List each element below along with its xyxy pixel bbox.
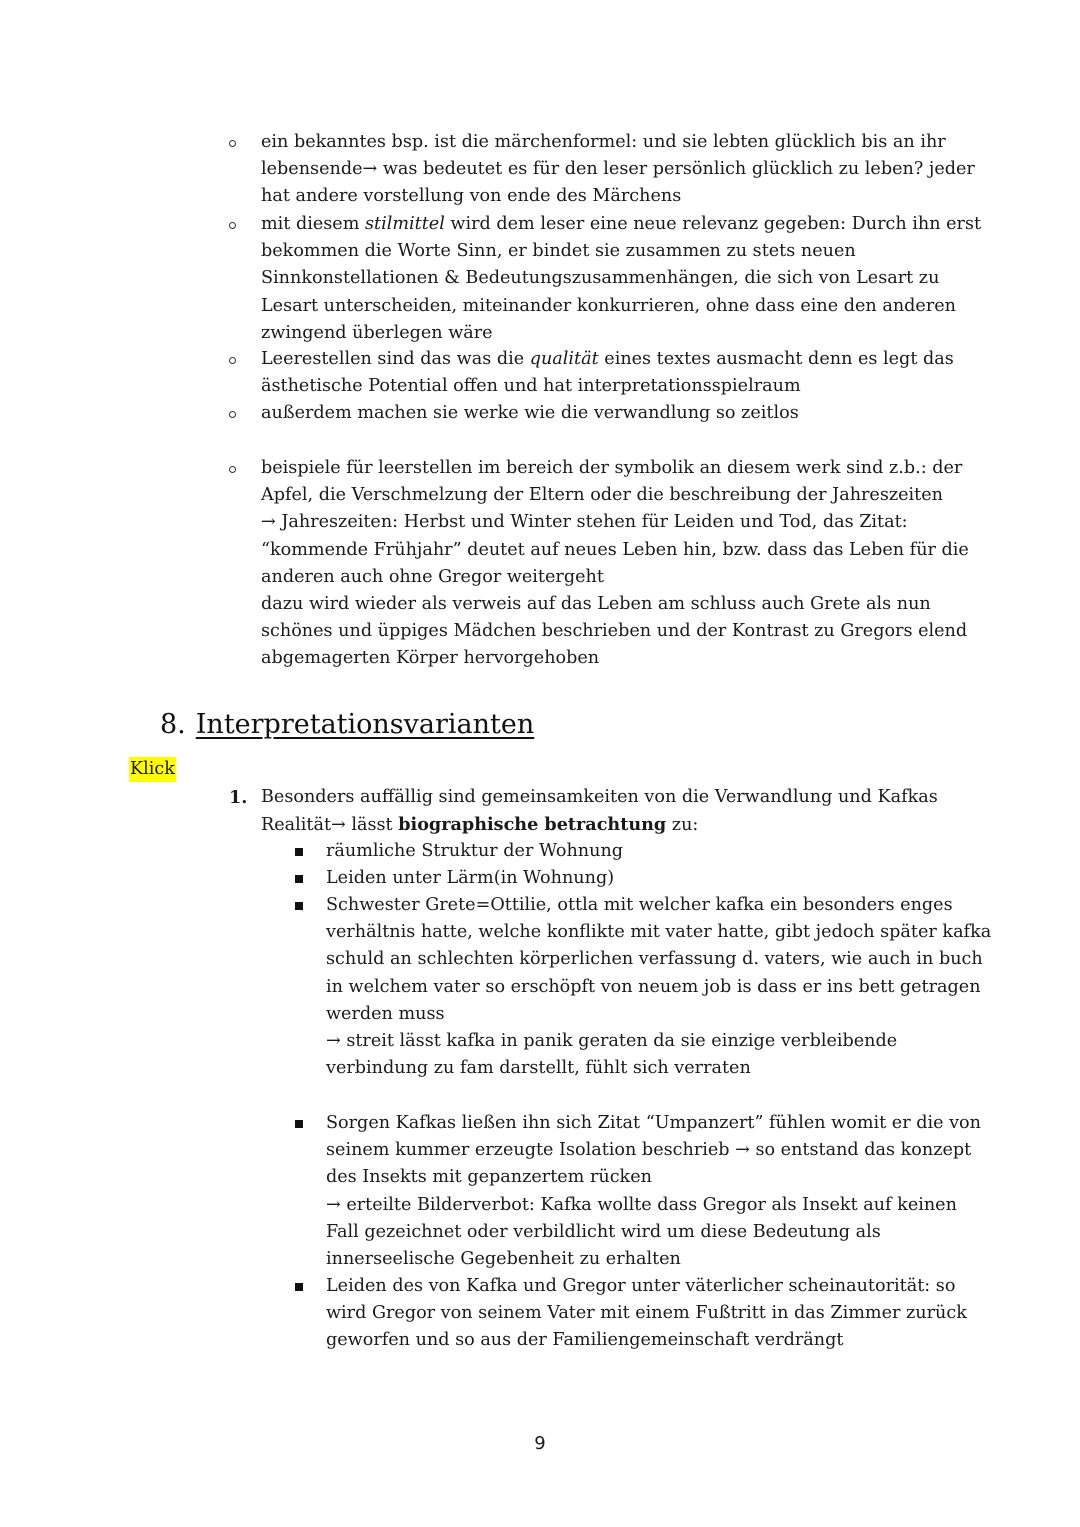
page-number: 9 [534,1433,546,1454]
section-title: Interpretationsvarianten [195,709,535,740]
list-number: 1. [229,787,248,808]
list-item: mit diesem stilmittel wird dem leser eine neue relevanz gegeben: Durch ihn erst bekommen die Worte Sinn, er bindet sie zusammen zu stets neuen Sinnkonstellationen & Bedeutungszusammenhängen, die sich von Lesart zu Lesart unterscheiden, miteinander konkurrieren, ohne dass eine den anderen zwingend überlegen wäre [261,214,982,343]
square-bullet-icon [295,1120,303,1128]
square-bullet-icon [295,902,303,910]
circle-bullet-icon [229,357,236,364]
circle-bullet-icon [229,466,236,473]
circle-bullet-icon [229,140,236,147]
list-item: ein bekanntes bsp. ist die märchenformel: und sie lebten glücklich bis an ihr lebensende→ was bedeutet es für den leser persönlich glücklich zu leben? jeder hat andere vorstellung von ende des Märchens [261,132,975,207]
list-item: Schwester Grete=Ottilie, ottla mit welcher kafka ein besonders enges verhältnis hatte, welche konflikte mit vater hatte, gibt jedoch später kafka schuld an schlechten körperlichen verfassung d. vaters, wie auch in buch in welchem vater so erschöpft von neuem job is dass er ins bett getragen werden muss → streit lässt kafka in panik geraten da sie einzige verbleibende verbindung zu fam darstellt, fühlt sich verraten [326,895,992,1079]
list-item: beispiele für leerstellen im bereich der symbolik an diesem werk sind z.b.: der Apfel, die Verschmelzung der Eltern oder die beschreibung der Jahreszeiten → Jahreszeiten: Herbst und Winter stehen für Leiden und Tod, das Zitat: “kommende Frühjahr” deutet auf neues Leben hin, bzw. dass das Leben für die anderen auch ohne Gregor weitergeht dazu wird wieder als verweis auf das Leben am schluss auch Grete als nun schönes und üppiges Mädchen beschrieben und der Kontrast zu Gregors elend abgemagerten Körper hervorgehoben [261,458,969,669]
list-item: räumliche Struktur der Wohnung [326,841,624,861]
numbered-item-intro: Besonders auffällig sind gemeinsamkeiten von die Verwandlung und Kafkas Realität→ lässt biographische betrachtung zu: [261,787,938,836]
square-bullet-icon [295,1283,303,1291]
square-bullet-icon [295,875,303,883]
section-number: 8. [160,709,186,740]
circle-bullet-icon [229,411,236,418]
highlight-label: Klick [129,757,176,782]
square-bullet-icon [295,848,303,856]
list-item: Leiden unter Lärm(in Wohnung) [326,868,615,888]
list-item: Leerestellen sind das was die qualität eines textes ausmacht denn es legt das ästhetische Potential offen und hat interpretationsspielraum [261,349,954,397]
list-item: Leiden des von Kafka und Gregor unter väterlicher scheinautorität: so wird Gregor von seinem Vater mit einem Fußtritt in das Zimmer zurück geworfen und so aus der Familiengemeinschaft verdrängt [326,1276,967,1351]
list-item: außerdem machen sie werke wie die verwandlung so zeitlos [261,403,799,423]
section-heading [160,707,534,743]
list-item: Sorgen Kafkas ließen ihn sich Zitat “Umpanzert” fühlen womit er die von seinem kummer erzeugte Isolation beschrieb → so entstand das konzept des Insekts mit gepanzertem rücken → erteilte Bilderverbot: Kafka wollte dass Gregor als Insekt auf keinen Fall gezeichnet oder verbildlicht wird um diese Bedeutung als innerseelische Gegebenheit zu erhalten [326,1113,981,1270]
circle-bullet-icon [229,222,236,229]
